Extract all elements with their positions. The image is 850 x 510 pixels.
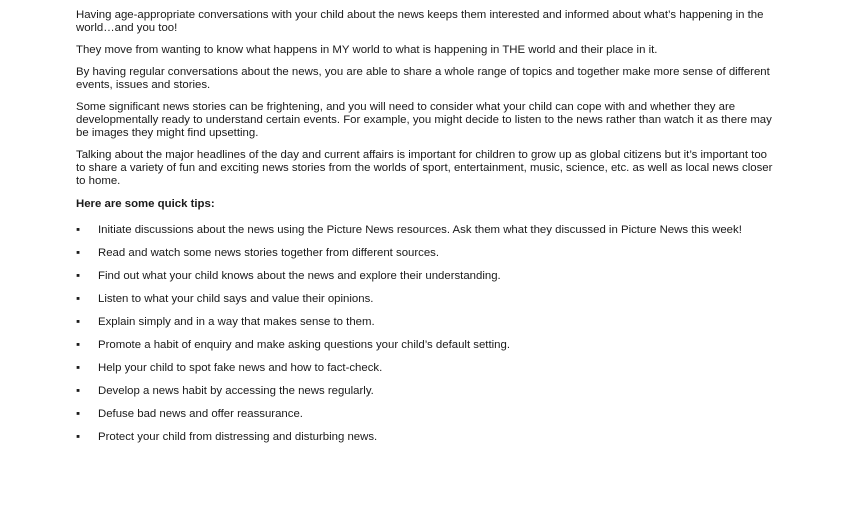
tip-item bbox=[76, 362, 776, 375]
tip-item bbox=[76, 316, 776, 329]
paragraph-frightening-news: Some significant news stories can be frightening, and you will need to consider what your child can cope with and whether they are developmentally ready to understand certain events. For example, you might decide to listen to the news rather than watch it as there may be images they might find upsetting. bbox=[76, 101, 772, 139]
tip-text: Defuse bad news and offer reassurance. bbox=[98, 408, 303, 420]
paragraph-intro: Having age-appropriate conversations with your child about the news keeps them interested and informed about what’s happening in the world…and you too! bbox=[76, 9, 764, 34]
tip-item bbox=[76, 293, 776, 306]
bullet-icon: ▪ bbox=[76, 293, 81, 305]
bullet-icon: ▪ bbox=[76, 431, 81, 443]
tips-heading: Here are some quick tips: bbox=[76, 198, 215, 210]
tip-item bbox=[76, 247, 776, 260]
tip-item bbox=[76, 385, 776, 398]
tip-item bbox=[76, 408, 776, 421]
tip-text: Develop a news habit by accessing the news regularly. bbox=[98, 385, 374, 397]
tip-item bbox=[76, 224, 776, 237]
tip-text: Initiate discussions about the news using the Picture News resources. Ask them what they discussed in Picture News this week! bbox=[98, 224, 742, 236]
tip-text: Help your child to spot fake news and how to fact-check. bbox=[98, 362, 383, 374]
bullet-icon: ▪ bbox=[76, 270, 81, 282]
tip-text: Read and watch some news stories together from different sources. bbox=[98, 247, 440, 259]
bullet-icon: ▪ bbox=[76, 362, 81, 374]
tips-list bbox=[76, 224, 776, 444]
document-page bbox=[76, 9, 776, 454]
paragraph-my-world: They move from wanting to know what happens in MY world to what is happening in THE world and their place in it. bbox=[76, 44, 658, 56]
tip-text: Protect your child from distressing and disturbing news. bbox=[98, 431, 378, 443]
bullet-icon: ▪ bbox=[76, 339, 81, 351]
tip-item bbox=[76, 431, 776, 444]
tip-text: Explain simply and in a way that makes sense to them. bbox=[98, 316, 375, 328]
bullet-icon: ▪ bbox=[76, 316, 81, 328]
bullet-icon: ▪ bbox=[76, 224, 81, 236]
paragraph-regular-conversations: By having regular conversations about the news, you are able to share a whole range of topics and together make more sense of different events, issues and stories. bbox=[76, 66, 770, 91]
bullet-icon: ▪ bbox=[76, 385, 81, 397]
tip-text: Listen to what your child says and value their opinions. bbox=[98, 293, 374, 305]
tip-text: Find out what your child knows about the news and explore their understanding. bbox=[98, 270, 501, 282]
tip-text: Promote a habit of enquiry and make asking questions your child’s default setting. bbox=[98, 339, 510, 351]
tip-item bbox=[76, 270, 776, 283]
paragraph-global-citizens: Talking about the major headlines of the day and current affairs is important for children to grow up as global citizens but it’s important too to share a variety of fun and exciting news stories from the worlds of sport, entertainment, music, science, etc. as well as local news closer to home. bbox=[76, 149, 773, 187]
bullet-icon: ▪ bbox=[76, 247, 81, 259]
bullet-icon: ▪ bbox=[76, 408, 81, 420]
tip-item bbox=[76, 339, 776, 352]
